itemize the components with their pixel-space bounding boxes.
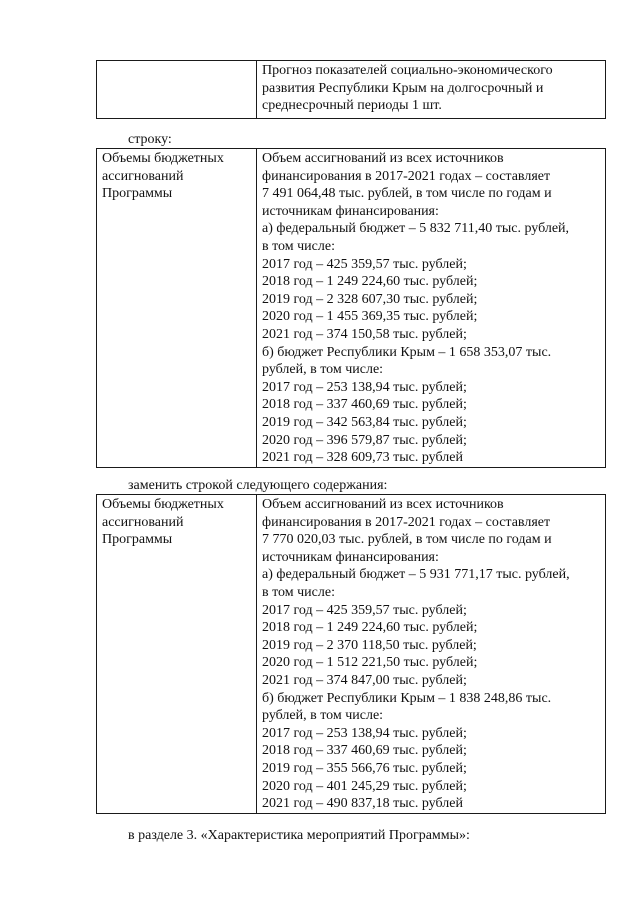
- table-row: [97, 149, 606, 468]
- text-line: 2017 год – 253 138,94 тыс. рублей;: [262, 725, 467, 741]
- text-line: 2020 год – 396 579,87 тыс. рублей;: [262, 432, 467, 448]
- table-top: [96, 60, 606, 119]
- table-old-row: [96, 148, 606, 468]
- text-line: 2020 год – 1 455 369,35 тыс. рублей;: [262, 309, 478, 325]
- label-old-row: строку:: [128, 132, 172, 147]
- text-line: рублей, в том числе:: [262, 708, 384, 724]
- table-cell-left: [97, 495, 257, 814]
- text-line: 2017 год – 425 359,57 тыс. рублей;: [262, 602, 467, 618]
- text-line: Объемы бюджетных: [102, 497, 224, 512]
- text-line: Объемы бюджетных: [102, 151, 224, 166]
- table-cell-right: [257, 61, 606, 119]
- text-line: Объем ассигнований из всех источников: [262, 497, 504, 512]
- text-line: 2021 год – 374 847,00 тыс. рублей;: [262, 672, 467, 688]
- text-line: б) бюджет Республики Крым – 1 658 353,07 тыс.: [262, 344, 552, 360]
- table-cell-right: [257, 149, 606, 468]
- text-line: финансирования в 2017-2021 годах – составляет: [262, 514, 551, 530]
- text-line: 2019 год – 355 566,76 тыс. рублей;: [262, 760, 467, 776]
- text-line: 2019 год – 2 370 118,50 тыс. рублей;: [262, 637, 477, 653]
- text-line: 2021 год – 328 609,73 тыс. рублей: [262, 450, 463, 466]
- text-line: 2020 год – 1 512 221,50 тыс. рублей;: [262, 655, 478, 671]
- table-cell-left: [97, 61, 257, 119]
- text-line: а) федеральный бюджет – 5 832 711,40 тыс. рублей,: [262, 221, 570, 237]
- text-line: а) федеральный бюджет – 5 931 771,17 тыс. рублей,: [262, 567, 570, 583]
- text-line: среднесрочный периоды 1 шт.: [262, 98, 442, 114]
- text-line: источникам финансирования:: [262, 549, 439, 565]
- label-section-3: в разделе 3. «Характеристика мероприятий Программы»:: [128, 828, 470, 843]
- text-line: ассигнований: [102, 168, 184, 184]
- text-line: финансирования в 2017-2021 годах – составляет: [262, 168, 551, 184]
- table-row: [97, 495, 606, 814]
- text-line: 2017 год – 253 138,94 тыс. рублей;: [262, 379, 467, 395]
- text-line: в том числе:: [262, 584, 335, 600]
- table-row: [97, 61, 606, 119]
- text-line: Объем ассигнований из всех источников: [262, 151, 504, 166]
- text-line: развития Республики Крым на долгосрочный и: [262, 80, 544, 96]
- text-line: 2021 год – 374 150,58 тыс. рублей;: [262, 326, 467, 342]
- text-line: 2018 год – 1 249 224,60 тыс. рублей;: [262, 620, 478, 636]
- text-line: ассигнований: [102, 514, 184, 530]
- text-line: 2020 год – 401 245,29 тыс. рублей;: [262, 778, 467, 794]
- text-line: 7 770 020,03 тыс. рублей, в том числе по годам и: [262, 532, 552, 548]
- text-line: источникам финансирования:: [262, 203, 439, 219]
- text-line: Программы: [102, 532, 173, 548]
- text-line: 2021 год – 490 837,18 тыс. рублей: [262, 796, 463, 812]
- text-line: 2018 год – 337 460,69 тыс. рублей;: [262, 743, 467, 759]
- text-line: 2018 год – 1 249 224,60 тыс. рублей;: [262, 274, 478, 290]
- text-line: 2019 год – 2 328 607,30 тыс. рублей;: [262, 291, 478, 307]
- text-line: рублей, в том числе:: [262, 362, 384, 378]
- text-line: 2018 год – 337 460,69 тыс. рублей;: [262, 397, 467, 413]
- text-line: 7 491 064,48 тыс. рублей, в том числе по годам и: [262, 186, 552, 202]
- table-cell-right: [257, 495, 606, 814]
- label-new-row: заменить строкой следующего содержания:: [128, 478, 388, 493]
- text-line: в том числе:: [262, 238, 335, 254]
- text-line: б) бюджет Республики Крым – 1 838 248,86 тыс.: [262, 690, 552, 706]
- table-new-row: [96, 494, 606, 814]
- text-line: 2017 год – 425 359,57 тыс. рублей;: [262, 256, 467, 272]
- text-line: Прогноз показателей социально-экономического: [262, 63, 553, 78]
- text-line: 2019 год – 342 563,84 тыс. рублей;: [262, 414, 467, 430]
- text-line: Программы: [102, 186, 173, 202]
- table-cell-left: [97, 149, 257, 468]
